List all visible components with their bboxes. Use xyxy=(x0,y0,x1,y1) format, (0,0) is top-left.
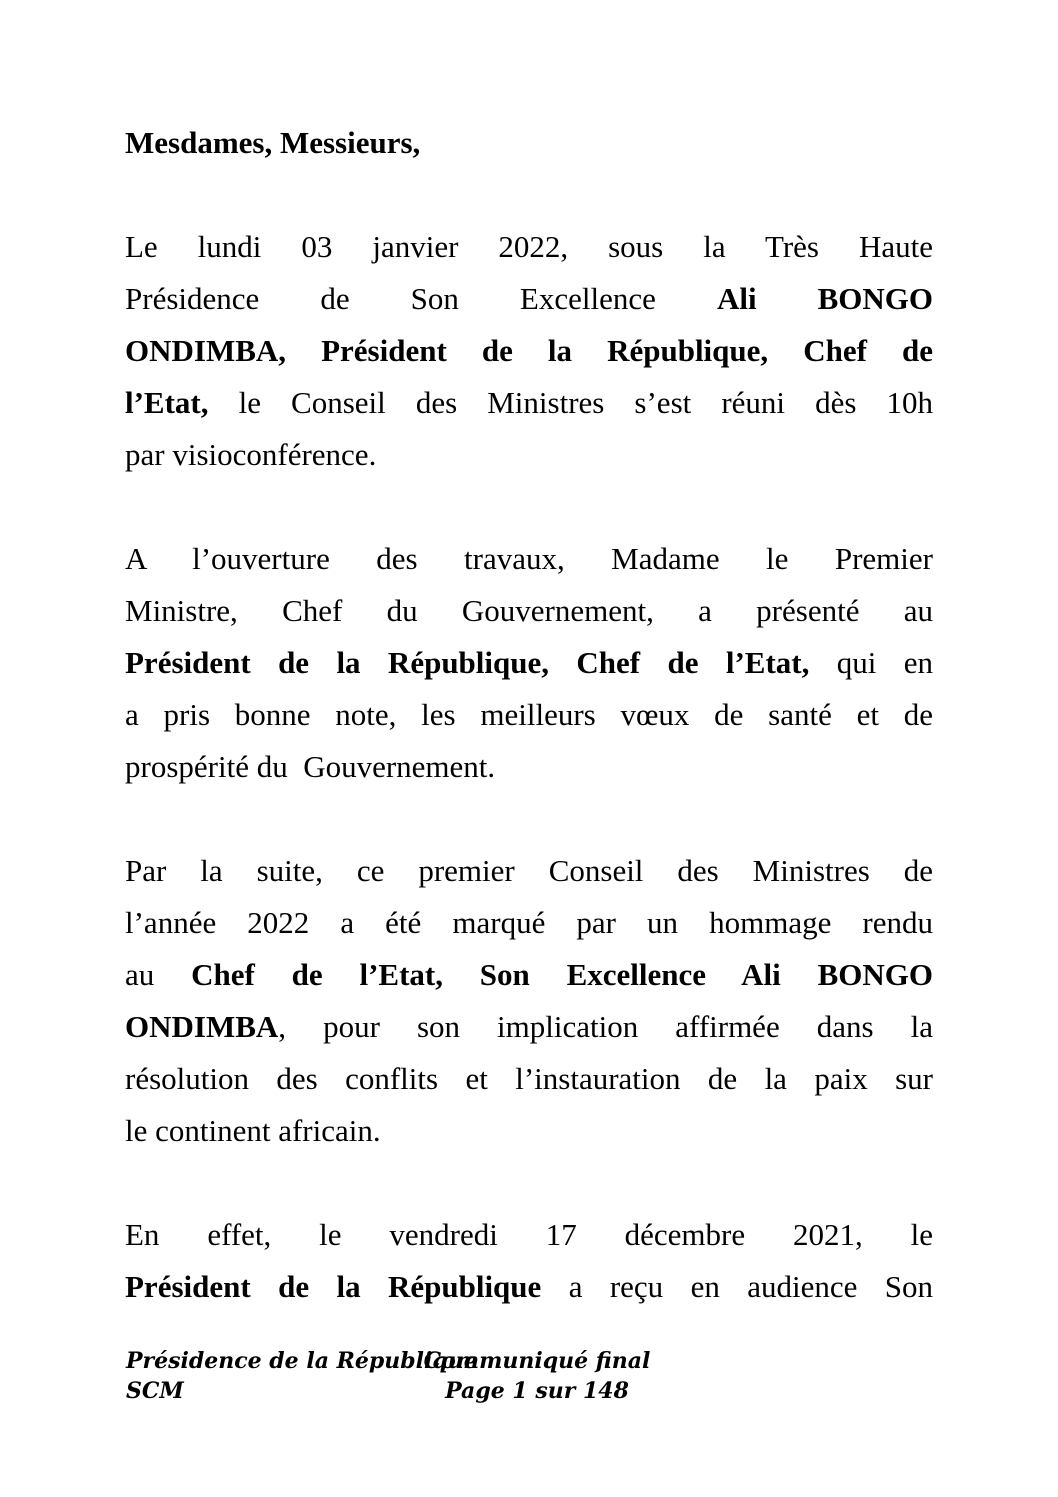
paragraph-voeux-gouvernement xyxy=(125,533,933,793)
text-line xyxy=(125,377,933,429)
bold-text-run: Président de la République, Chef de l’Etat, xyxy=(125,645,810,680)
text-line xyxy=(125,949,933,1001)
footer-page-number: Page 1 sur 148 xyxy=(445,1378,629,1404)
text-run: , pour son implication affirmée dans la xyxy=(278,1009,933,1044)
bold-text-run: ONDIMBA, Président de la République, Chef de xyxy=(125,333,933,368)
text-run: Par la suite, ce premier Conseil des Ministres de xyxy=(125,853,933,888)
paragraph-hommage-chef-etat xyxy=(125,845,933,1157)
text-run: le Conseil des Ministres s’est réuni dès 10h xyxy=(208,385,933,420)
text-line xyxy=(125,221,933,273)
paragraph-ouverture-conseil xyxy=(125,221,933,481)
paragraph-audience-decembre xyxy=(125,1209,933,1313)
text-run: l’année 2022 a été marqué par un hommage rendu xyxy=(125,905,933,940)
text-line xyxy=(125,325,933,377)
text-run: a pris bonne note, les meilleurs vœux de santé et de xyxy=(125,697,933,732)
text-line xyxy=(125,637,933,689)
text-line xyxy=(125,741,933,793)
text-line xyxy=(125,897,933,949)
text-line xyxy=(125,1001,933,1053)
text-run: Le lundi 03 janvier 2022, sous la Très Haute xyxy=(125,229,933,264)
text-run: qui en xyxy=(809,645,933,680)
bold-text-run: l’Etat, xyxy=(125,385,209,420)
text-line xyxy=(125,689,933,741)
text-line xyxy=(125,1105,933,1157)
document-body xyxy=(125,117,933,1365)
text-run: a reçu en audience Son xyxy=(541,1269,933,1304)
footer-document-title: Communiqué final xyxy=(423,1348,651,1374)
text-line xyxy=(125,1209,933,1261)
text-line xyxy=(125,1261,933,1313)
text-run: A l’ouverture des travaux, Madame le Premier xyxy=(125,541,933,576)
text-line xyxy=(125,533,933,585)
text-line xyxy=(125,429,933,481)
text-run: au xyxy=(125,957,192,992)
footer-institution: Présidence de la République xyxy=(126,1348,478,1374)
text-line xyxy=(125,585,933,637)
footer-service: SCM xyxy=(126,1378,184,1404)
bold-text-run: Président de la République xyxy=(125,1269,542,1304)
bold-text-run: Mesdames, Messieurs, xyxy=(125,125,421,160)
text-run: par visioconférence. xyxy=(125,437,377,472)
text-run: Présidence de Son Excellence xyxy=(125,281,717,316)
text-line xyxy=(125,117,933,169)
text-run: En effet, le vendredi 17 décembre 2021, le xyxy=(125,1217,933,1252)
bold-text-run: ONDIMBA xyxy=(125,1009,279,1044)
text-run: prospérité du Gouvernement. xyxy=(125,749,496,784)
footer-center-block xyxy=(133,1346,941,1406)
bold-text-run: Chef de l’Etat, Son Excellence Ali BONGO xyxy=(191,957,933,992)
text-line xyxy=(125,1053,933,1105)
bold-text-run: Ali BONGO xyxy=(716,281,933,316)
text-line xyxy=(125,845,933,897)
text-run: le continent africain. xyxy=(125,1113,381,1148)
text-run: Ministre, Chef du Gouvernement, a présenté au xyxy=(125,593,933,628)
paragraph-salutation xyxy=(125,117,933,169)
text-line xyxy=(125,273,933,325)
text-run: résolution des conflits et l’instauration de la paix sur xyxy=(125,1061,933,1096)
